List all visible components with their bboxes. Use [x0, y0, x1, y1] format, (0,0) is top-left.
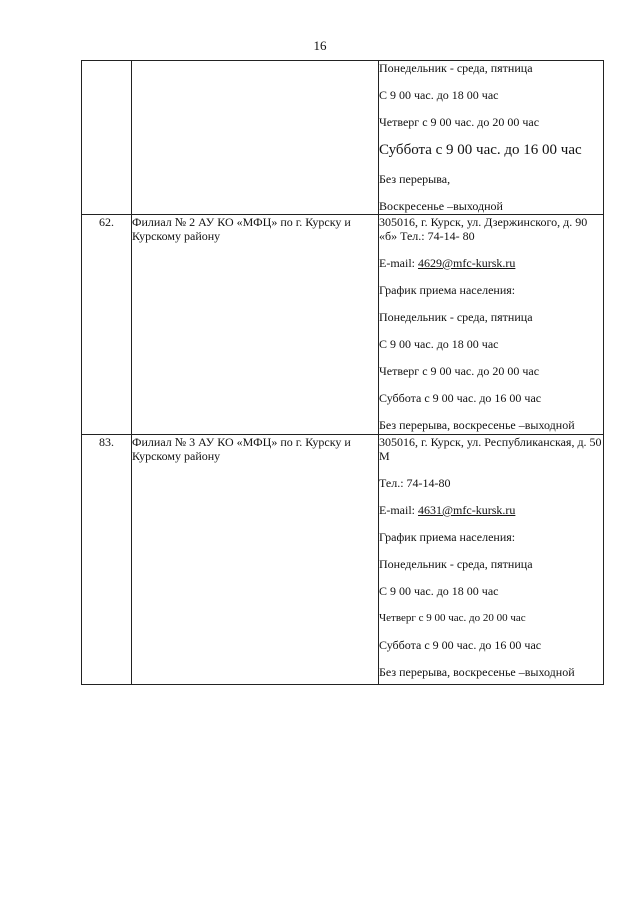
contact-cell [379, 435, 604, 685]
email-line [379, 256, 603, 270]
schedule-line: Понедельник - среда, пятница [379, 557, 533, 571]
table-row [82, 435, 604, 685]
schedule-line: График приема населения: [379, 283, 516, 297]
email-label: E-mail: [379, 256, 418, 270]
schedule-line: Без перерыва, [379, 172, 451, 186]
schedule-line: Воскресенье –выходной [379, 199, 503, 213]
email-link[interactable]: 4629@mfc-kursk.ru [418, 256, 516, 270]
schedule-line: График приема населения: [379, 530, 516, 544]
email-line [379, 503, 603, 517]
branch-table [81, 60, 604, 685]
phone-text: Тел.: 74-14-80 [379, 476, 451, 490]
schedule-line: Четверг с 9 00 час. до 20 00 час [379, 612, 526, 624]
contact-cell [379, 215, 604, 435]
schedule-line: Понедельник - среда, пятница [379, 310, 533, 324]
row-number: 62. [82, 215, 132, 435]
row-number [82, 61, 132, 215]
schedule-cell [379, 61, 604, 215]
table-row [82, 61, 604, 215]
row-number: 83. [82, 435, 132, 685]
schedule-line: С 9 00 час. до 18 00 час [379, 337, 499, 351]
schedule-line: С 9 00 час. до 18 00 час [379, 584, 499, 598]
table-row [82, 215, 604, 435]
address-text: 305016, г. Курск, ул. Дзержинского, д. 90 «б» Тел.: 74-14- 80 [379, 215, 588, 243]
email-link[interactable]: 4631@mfc-kursk.ru [418, 503, 516, 517]
schedule-line: Суббота с 9 00 час. до 16 00 час [379, 142, 582, 158]
schedule-line: С 9 00 час. до 18 00 час [379, 88, 499, 102]
branch-name: Филиал № 2 АУ КО «МФЦ» по г. Курску и Курскому району [132, 215, 379, 435]
schedule-line: Суббота с 9 00 час. до 16 00 час [379, 638, 542, 652]
branch-name [132, 61, 379, 215]
schedule-line: Суббота с 9 00 час. до 16 00 час [379, 391, 542, 405]
email-label: E-mail: [379, 503, 418, 517]
address-text: 305016, г. Курск, ул. Республиканская, д. 50 М [379, 435, 602, 463]
page-number: 16 [313, 38, 327, 53]
schedule-line: Четверг с 9 00 час. до 20 00 час [379, 364, 540, 378]
branch-name: Филиал № 3 АУ КО «МФЦ» по г. Курску и Курскому району [132, 435, 379, 685]
schedule-line: Четверг с 9 00 час. до 20 00 час [379, 115, 540, 129]
schedule-line: Без перерыва, воскресенье –выходной [379, 418, 575, 432]
schedule-line: Без перерыва, воскресенье –выходной [379, 665, 575, 679]
schedule-line: Понедельник - среда, пятница [379, 61, 533, 75]
